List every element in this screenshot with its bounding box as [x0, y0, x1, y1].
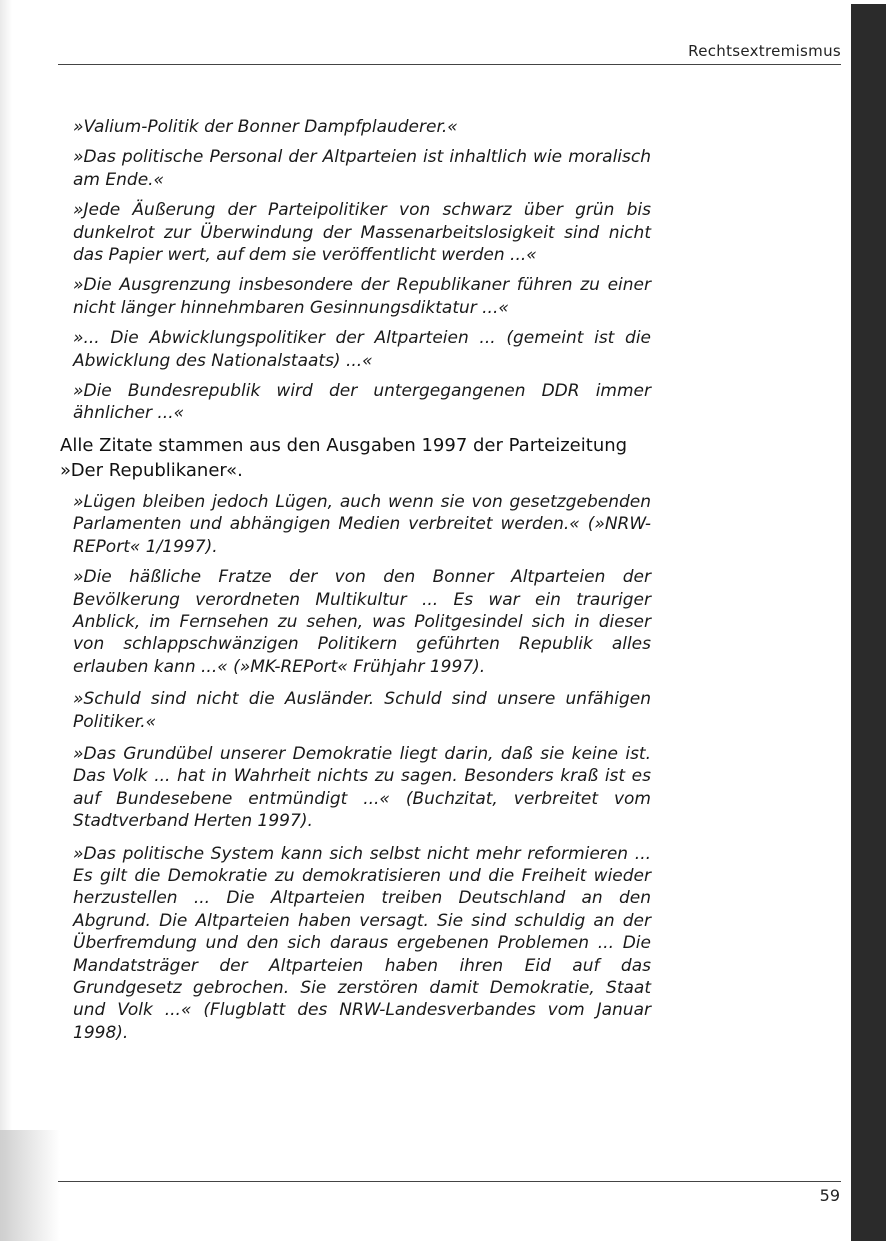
- quote-luegen: »Lügen bleiben jedoch Lügen, auch wenn sie von gesetzgebenden Parlamenten und abhängigen Medien verbreitet werden.« (»NRW-REPort« 1/1997).: [73, 491, 651, 557]
- quote-parteipolitiker: »Jede Äußerung der Parteipolitiker von schwarz über grün bis dunkelrot zur Überwindung der Massenarbeitslosigkeit sind nicht das Papier wert, auf dem sie veröffentlicht werden ...«: [73, 200, 651, 266]
- header-rule: [58, 64, 841, 65]
- quote-abwicklungspolitiker: »... Die Abwicklungspolitiker der Altparteien ... (gemeint ist die Abwicklung des Nationalstaats) ...«: [73, 328, 651, 371]
- scan-right-dark-margin: [851, 4, 886, 1241]
- footer-rule: [58, 1181, 841, 1182]
- quote-ausgrenzung: »Die Ausgrenzung insbesondere der Republikaner führen zu einer nicht länger hinnehmbaren Gesinnungsdiktatur ...«: [73, 275, 651, 318]
- quote-multikultur: »Die häßliche Fratze der von den Bonner Altparteien der Bevölkerung verordneten Multikultur ... Es war ein trauriger Anblick, im Fernsehen zu sehen, was Politgesindel sich in dieser von schlappschwänzigen Politikern geführten Republik alles erlauben kann ...« (»MK-REPort« Frühjahr 1997).: [73, 567, 651, 677]
- quote-grunduebel: »Das Grundübel unserer Demokratie liegt darin, daß sie keine ist. Das Volk ... hat in Wahrheit nichts zu sagen. Besonders kraß ist es auf Bundesebene entmündigt ...« (Buchzitat, verbreitet vom Stadtverband Herten 1997).: [73, 743, 651, 832]
- page-body: [60, 116, 826, 1052]
- page-number: 59: [819, 1186, 840, 1205]
- source-note-paragraph: Alle Zitate stammen aus den Ausgaben 1997 der Parteizeitung »Der Republikaner«.: [60, 434, 628, 481]
- scan-left-edge-shadow: [0, 0, 12, 1241]
- quote-politisches-personal: »Das politische Personal der Altparteien ist inhaltlich wie moralisch am Ende.«: [73, 147, 651, 190]
- quote-valium-politik: »Valium-Politik der Bonner Dampfplauderer.«: [73, 117, 458, 137]
- quote-politisches-system: »Das politische System kann sich selbst nicht mehr reformieren ... Es gilt die Demokratie zu demokratisieren und die Freiheit wieder herzustellen ... Die Altparteien treiben Deutschland an den Abgrund. Die Altparteien haben versagt. Sie sind schuldig an der Überfremdung und den sich daraus ergebenen Problemen ... Die Mandatsträger der Altparteien haben ihren Eid auf das Grundgesetz gebrochen. Sie zerstören damit Demokratie, Staat und Volk ...« (Flugblatt des NRW-Landesverbandes vom Januar 1998).: [73, 843, 651, 1043]
- quote-bundesrepublik-ddr: »Die Bundesrepublik wird der untergegangenen DDR immer ähnlicher ...«: [73, 381, 651, 424]
- running-header-title: Rechtsextremismus: [688, 42, 841, 60]
- quote-schuld: »Schuld sind nicht die Ausländer. Schuld sind unsere unfähigen Politiker.«: [73, 689, 651, 732]
- scan-left-bottom-shadow: [0, 1130, 60, 1241]
